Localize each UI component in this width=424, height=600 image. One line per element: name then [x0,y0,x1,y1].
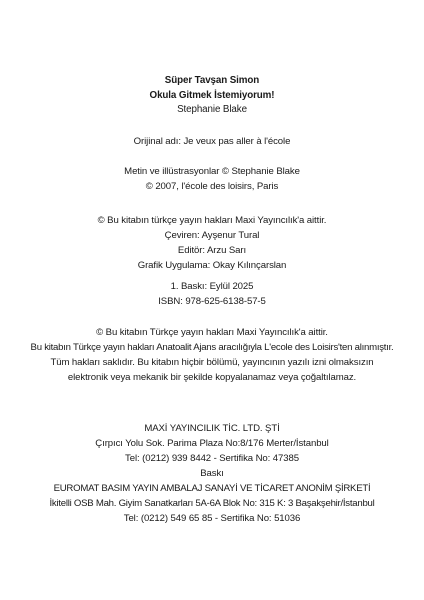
original-title-block [0,134,424,149]
publisher-phone: Tel: (0212) 939 8442 - Sertifika No: 47385 [125,453,299,464]
publisher-address: Çırpıcı Yolu Sok. Parima Plaza No:8/176 Merter/İstanbul [95,438,329,449]
copyright-block [0,325,424,385]
printer-heading: Baskı [200,468,224,479]
rights-statement: © Bu kitabın türkçe yayın hakları Maxi Yayıncılık'a aittir. [97,215,327,226]
printer-address: İkitelli OSB Mah. Giyim Sanatkarları 5A-6A Blok No: 315 K: 3 Başakşehir/İstanbul [49,498,375,509]
printer-block [0,466,424,526]
graphic-design-credit: Grafik Uygulama: Okay Kılınçarslan [137,260,287,271]
rights-block [0,213,424,273]
publisher-name: MAXİ YAYINCILIK TİC. LTD. ŞTİ [144,423,280,434]
copyright-line-3: Tüm hakları saklıdır. Bu kitabın hiçbir bölümü, yayıncının yazılı izni olmaksızın [50,357,374,368]
isbn: ISBN: 978-625-6138-57-5 [158,296,266,307]
author-name: Stephanie Blake [177,104,247,115]
printer-phone: Tel: (0212) 549 65 85 - Sertifika No: 51036 [123,513,301,524]
print-edition: 1. Baskı: Eylül 2025 [170,281,254,292]
series-title: Süper Tavşan Simon [164,75,260,86]
copyright-line-4: elektronik veya mekanik bir şekilde kopyalanamaz veya çoğaltılamaz. [67,372,357,383]
title-block [0,74,424,118]
book-title: Okula Gitmek İstemiyorum! [149,89,275,101]
printer-name: EUROMAT BASIM YAYIN AMBALAJ SANAYİ VE TİCARET ANONİM ŞİRKETİ [53,483,371,494]
editor-credit: Editör: Arzu Sarı [177,245,247,256]
original-copyright: © 2007, l'école des loisirs, Paris [145,181,279,192]
text-illustration-credit: Metin ve illüstrasyonlar © Stephanie Blake [124,166,300,177]
edition-block [0,279,424,309]
translator-credit: Çeviren: Ayşenur Tural [164,230,260,241]
original-title: Orijinal adı: Je veux pas aller à l'école [133,136,291,147]
credits-block [0,164,424,194]
publisher-block [0,421,424,466]
copyright-line-2: Bu kitabın Türkçe yayın hakları Anatoalit Ajans aracılığıyla L'ecole des Loisirs'ten alınmıştır. [30,342,394,353]
copyright-line-1: © Bu kitabın Türkçe yayın hakları Maxi Yayıncılık'a aittir. [96,327,328,338]
